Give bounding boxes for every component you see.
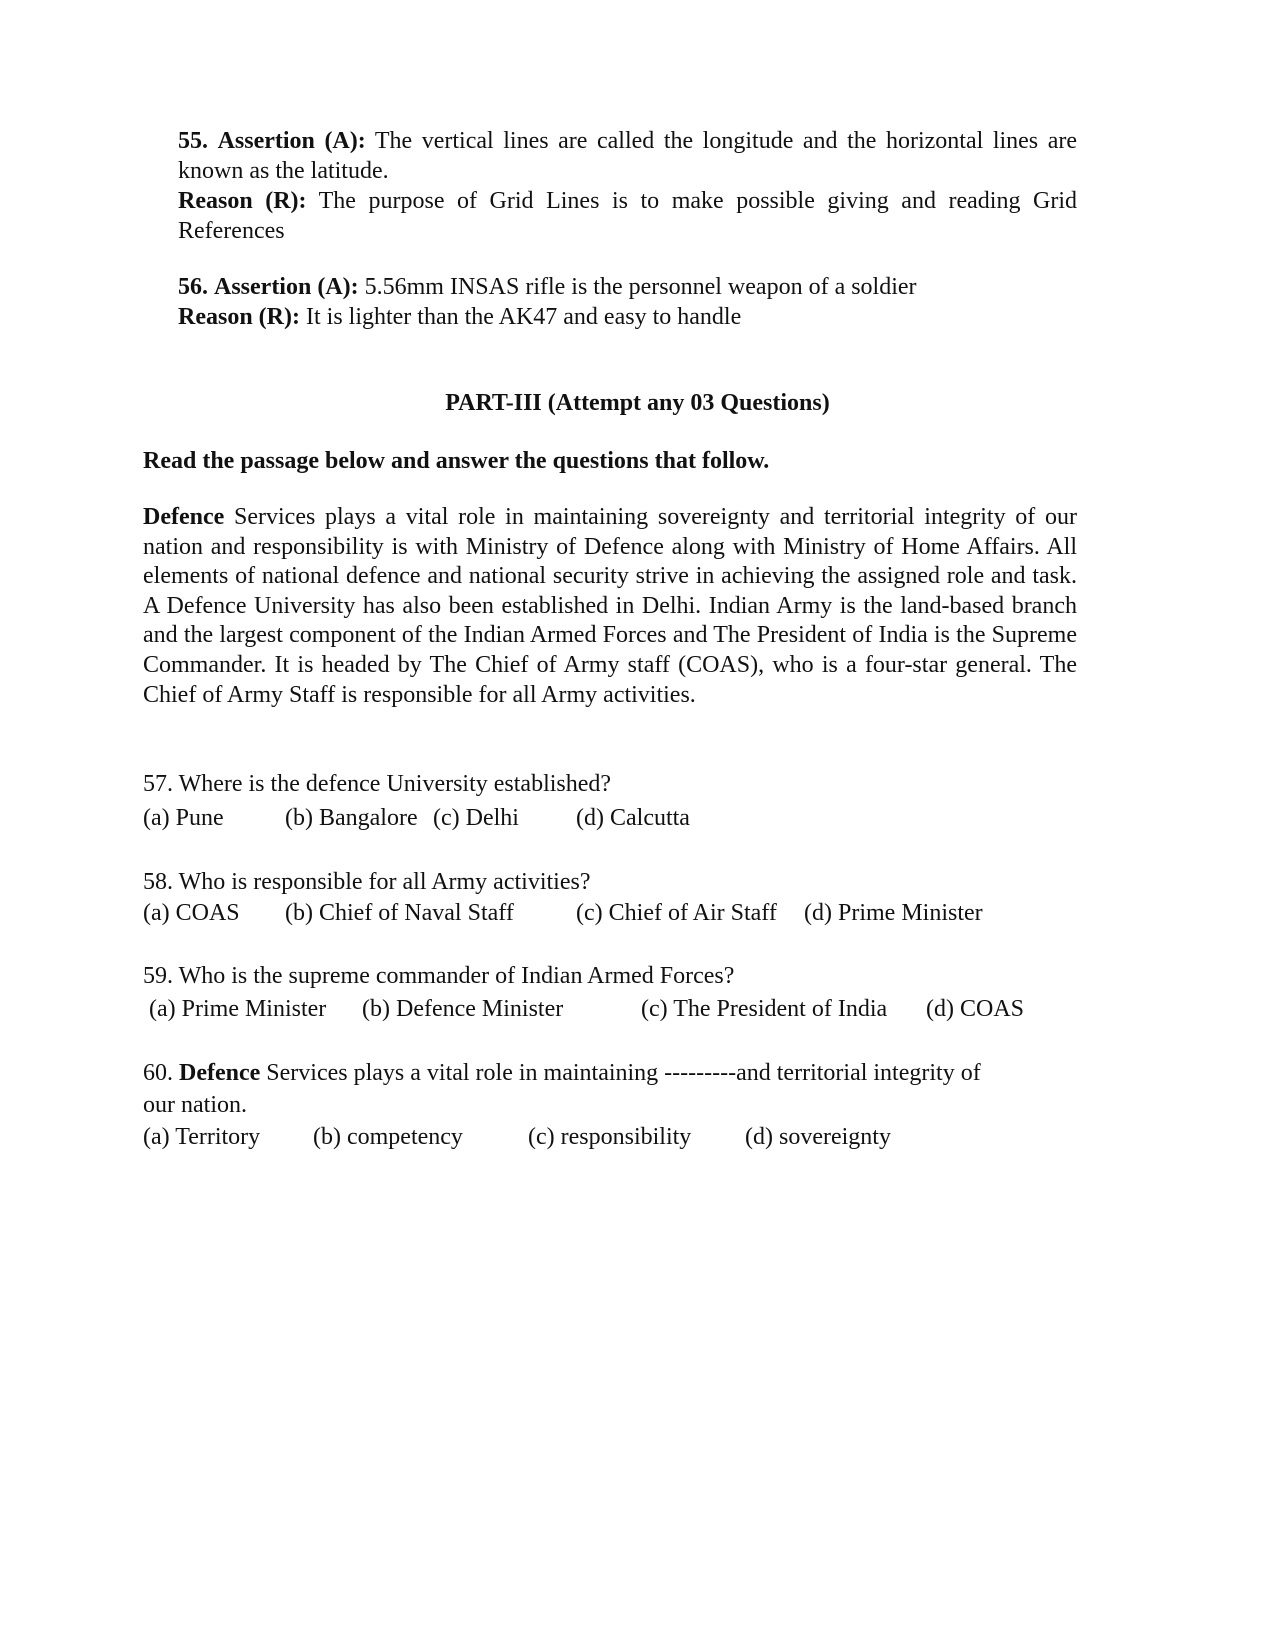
q57-option-b: (b) Bangalore xyxy=(285,805,418,831)
q56-assertion-label: Assertion (A): xyxy=(214,274,359,300)
q60-question-line1 xyxy=(143,1058,981,1088)
q56-assertion xyxy=(178,272,1077,302)
passage-lead: Defence xyxy=(143,504,225,530)
q57-option-a: (a) Pune xyxy=(143,805,224,831)
q55-assertion-label: Assertion (A): xyxy=(217,128,366,154)
q60-number: 60. xyxy=(143,1060,173,1086)
passage-instruction xyxy=(143,446,1083,476)
q58-option-a: (a) COAS xyxy=(143,900,240,926)
q56-reason-label: Reason (R): xyxy=(178,304,300,330)
q58-option-b: (b) Chief of Naval Staff xyxy=(285,900,514,926)
q57-option-d: (d) Calcutta xyxy=(576,805,690,831)
q55-reason-text: The purpose of Grid Lines is to make possible giving and reading Grid References xyxy=(178,188,1077,244)
question-56 xyxy=(178,272,1077,332)
q59-option-a: (a) Prime Minister xyxy=(149,996,327,1022)
q59-option-d: (d) COAS xyxy=(926,996,1025,1022)
q55-assertion-text: The vertical lines are called the longitude and the horizontal lines are known as the latitude. xyxy=(178,128,1077,184)
reading-passage xyxy=(143,503,1077,710)
q55-number: 55. xyxy=(178,128,208,154)
question-55 xyxy=(178,126,1077,246)
instruction-text: Read the passage below and answer the questions that follow. xyxy=(143,448,770,474)
q58-option-c: (c) Chief of Air Staff xyxy=(576,900,777,926)
q55-reason-label: Reason (R): xyxy=(178,188,307,214)
q55-reason xyxy=(178,186,1077,246)
q58-question: 58. Who is responsible for all Army activities? xyxy=(143,869,591,895)
q59-option-c: (c) The President of India xyxy=(641,996,888,1022)
q60-option-d: (d) sovereignty xyxy=(745,1124,891,1150)
q60-option-c: (c) responsibility xyxy=(528,1124,692,1150)
q60-question-line2: our nation. xyxy=(143,1092,247,1118)
passage-text: Services plays a vital role in maintaining sovereignty and territorial integrity of our nation and responsibility is with Ministry of Defence along with Ministry of Home Affairs. All elements of national defence and national security strive in achieving the assigned role and task. A Defence University has also been established in Delhi. Indian Army is the land-based branch and the largest component of the Indian Armed Forces and The President of India is the Supreme Commander. It is headed by The Chief of Army staff (COAS), who is a four-star general. The Chief of Army Staff is responsible for all Army activities. xyxy=(143,504,1077,708)
q60-option-b: (b) competency xyxy=(313,1124,463,1150)
q56-assertion-text: 5.56mm INSAS rifle is the personnel weapon of a soldier xyxy=(364,274,917,300)
q56-number: 56. xyxy=(178,274,208,300)
q56-reason xyxy=(178,302,1077,332)
q58-option-d: (d) Prime Minister xyxy=(804,900,983,926)
q59-question: 59. Who is the supreme commander of Indian Armed Forces? xyxy=(143,963,735,989)
part-heading: PART-III (Attempt any 03 Questions) xyxy=(445,390,830,416)
q57-question: 57. Where is the defence University established? xyxy=(143,771,612,797)
q55-assertion xyxy=(178,126,1077,186)
q60-option-a: (a) Territory xyxy=(143,1124,261,1150)
q60-bold-word: Defence xyxy=(179,1060,261,1086)
q60-question-text: Services plays a vital role in maintaining ---------and territorial integrity of xyxy=(266,1060,981,1086)
q57-option-c: (c) Delhi xyxy=(433,805,519,831)
q59-option-b: (b) Defence Minister xyxy=(362,996,564,1022)
q56-reason-text: It is lighter than the AK47 and easy to handle xyxy=(305,304,742,330)
